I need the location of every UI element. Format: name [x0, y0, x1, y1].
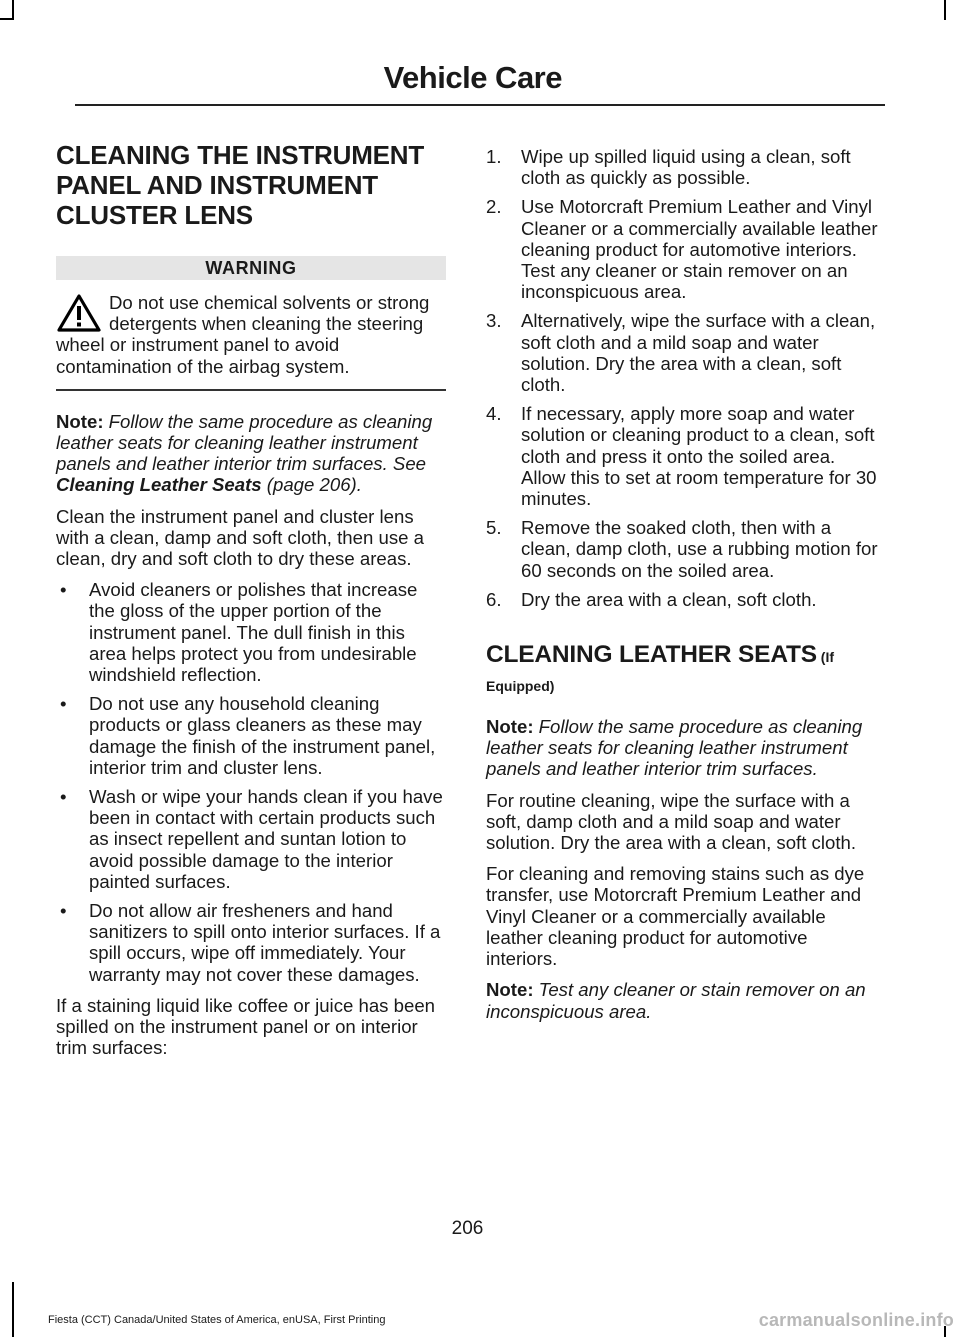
page-number: 206	[451, 1218, 484, 1239]
header-rule	[75, 104, 885, 106]
warning-text: Do not use chemical solvents or strong detergents when cleaning the steering wheel or instrument panel to avoid contamination of the airbag system.	[56, 292, 430, 377]
bullet-dot: •	[60, 786, 67, 808]
step-text: Use Motorcraft Premium Leather and Vinyl Cleaner or a commercially available leather cleaning product for automotive interiors. Test any cleaner or stain remover on an inconspicuous area.	[521, 196, 878, 303]
warning-box	[56, 292, 446, 391]
heading-line: CLEANING THE INSTRUMENT	[56, 140, 425, 170]
step-text: If necessary, apply more soap and water solution or cleaning product to a clean, soft cloth and press it onto the soiled area. Allow this to set at room temperature for 30 minutes.	[521, 403, 877, 510]
crop-mark	[12, 1282, 14, 1337]
left-column	[56, 140, 446, 1059]
step-number: 4.	[486, 403, 502, 425]
heading-line: PANEL AND INSTRUMENT	[56, 170, 378, 200]
note-text: Follow the same procedure as cleaning leather seats for cleaning leather instrument panels and leather interior trim surfaces.	[486, 716, 863, 780]
list-item-text: Avoid cleaners or polishes that increase the gloss of the upper portion of the instrument panel. The dull finish in this area helps protect you from undesirable windshield reflection.	[89, 579, 418, 686]
list-item-text: Wash or wipe your hands clean if you have been in contact with certain products such as insect repellent and suntan lotion to avoid possible damage to the interior painted surfaces.	[89, 786, 443, 892]
step-number: 1.	[486, 146, 502, 167]
numbered-list	[486, 146, 880, 610]
note-text: Follow the same procedure as cleaning leather seats for cleaning leather instrument panels and leather interior trim surfaces. See	[56, 410, 433, 475]
note-text: Test any cleaner or stain remover on an inconspicuous area.	[486, 979, 866, 1022]
step-text: Alternatively, wipe the surface with a clean, soft cloth and a mild soap and water solution. Dry the area with a clean, soft cloth.	[521, 310, 876, 396]
warning-label: WARNING	[56, 256, 446, 280]
bullet-dot: •	[60, 900, 67, 922]
subsection-heading	[486, 640, 880, 672]
crop-mark	[12, 0, 14, 20]
list-item	[56, 900, 446, 985]
paragraph: If a staining liquid like coffee or juice has been spilled on the instrument panel or on interior trim surfaces:	[56, 994, 436, 1059]
bullet-dot: •	[60, 693, 67, 715]
note-label: Note:	[56, 410, 104, 432]
step-number: 2.	[486, 196, 502, 218]
paragraph: For routine cleaning, wipe the surface with a soft, damp cloth and a mild soap and water solution. Dry the area with a clean, soft cloth.	[486, 789, 856, 854]
step-number: 5.	[486, 517, 502, 539]
list-item	[56, 693, 446, 778]
heading-line: CLUSTER LENS	[56, 200, 253, 230]
crop-mark	[944, 0, 946, 20]
paragraph: Clean the instrument panel and cluster lens with a clean, damp and soft cloth, then use a clean, dry and soft cloth to dry these areas.	[56, 505, 424, 570]
note	[56, 411, 446, 496]
list-item	[56, 786, 446, 892]
list-item	[486, 146, 880, 188]
heading-suffix: (If	[816, 649, 835, 666]
note	[486, 716, 880, 780]
heading-text: CLEANING LEATHER SEATS	[486, 641, 817, 669]
list-item	[56, 579, 446, 685]
heading-suffix: Equipped)	[486, 678, 555, 695]
step-text: Dry the area with a clean, soft cloth.	[521, 588, 817, 610]
section-title: Vehicle Care	[383, 60, 562, 95]
list-item	[486, 589, 880, 610]
list-item-text: Do not allow air fresheners and hand sanitizers to spill onto interior surfaces. If a spill occurs, wipe off immediately. Your warranty may not cover these damages.	[89, 900, 441, 985]
section-heading	[56, 140, 446, 230]
list-item	[486, 196, 880, 302]
bullet-list	[56, 579, 446, 985]
note-label: Note:	[486, 716, 534, 738]
bullet-dot: •	[60, 579, 67, 601]
watermark: carmanualsonline.info	[758, 1310, 954, 1330]
edition-footer: Fiesta (CCT) Canada/United States of America, enUSA, First Printing	[48, 1314, 386, 1326]
step-number: 3.	[486, 310, 502, 332]
list-item	[486, 403, 880, 509]
step-number: 6.	[486, 588, 502, 610]
step-text: Remove the soaked cloth, then with a clean, damp cloth, use a rubbing motion for 60 seconds on the soiled area.	[521, 517, 878, 581]
note	[486, 979, 880, 1021]
list-item	[486, 310, 880, 395]
crop-mark	[0, 18, 12, 20]
list-item	[486, 517, 880, 581]
page-reference: (page 206).	[261, 474, 362, 496]
list-item-text: Do not use any household cleaning products or glass cleaners as these may damage the finish of the instrument panel, interior trim and cluster lens.	[89, 693, 436, 778]
step-text: Wipe up spilled liquid using a clean, soft cloth as quickly as possible.	[521, 146, 851, 189]
paragraph: For cleaning and removing stains such as dye transfer, use Motorcraft Premium Leather and Vinyl Cleaner or a commercially available leather cleaning product for automotive interiors.	[486, 863, 865, 970]
cross-reference-link[interactable]: Cleaning Leather Seats	[56, 474, 262, 496]
note-label: Note:	[486, 979, 534, 1001]
warning-triangle-icon	[56, 293, 102, 333]
right-column	[486, 146, 880, 1022]
